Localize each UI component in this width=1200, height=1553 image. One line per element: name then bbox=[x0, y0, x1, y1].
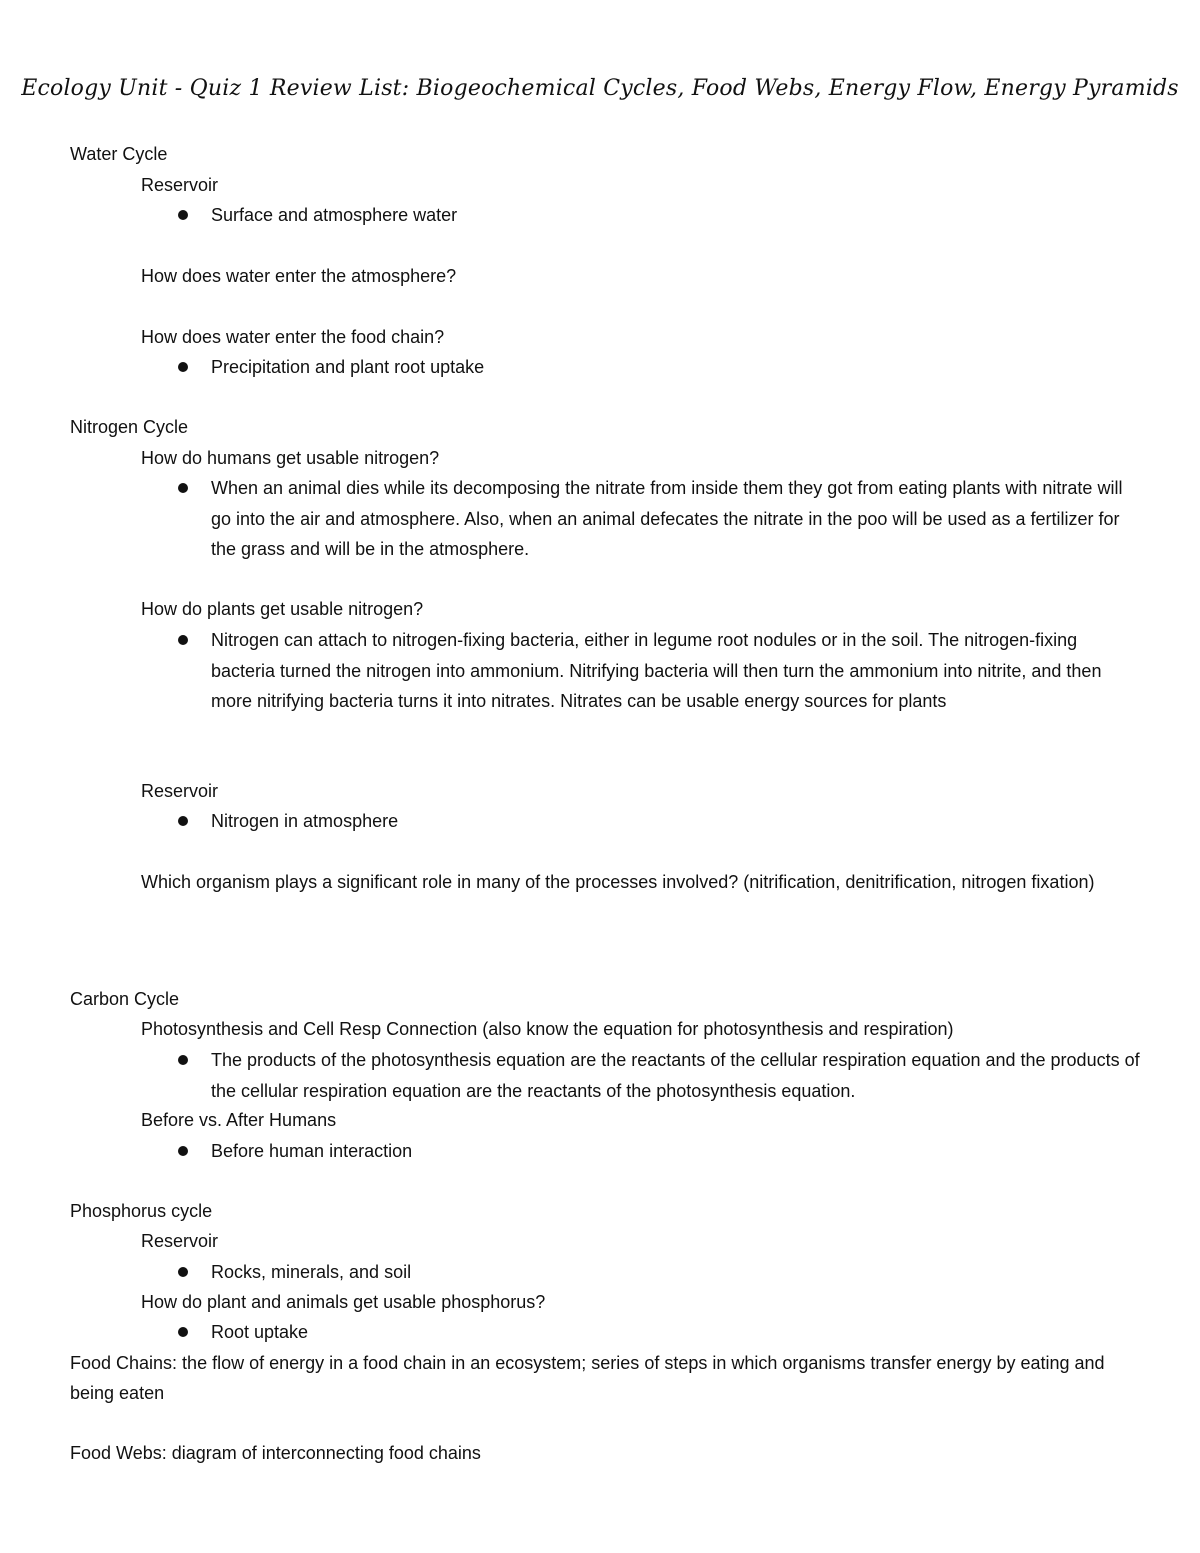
phosphorus-cycle-heading: Phosphorus cycle bbox=[70, 1201, 213, 1221]
bullet-icon bbox=[178, 1327, 188, 1337]
carbon-before-after-label: Before vs. After Humans bbox=[141, 1110, 337, 1130]
nitrogen-reservoir-bullet: Nitrogen in atmosphere bbox=[211, 811, 399, 831]
nitrogen-plants-question: How do plants get usable nitrogen? bbox=[141, 599, 424, 619]
food-webs-definition: Food Webs: diagram of interconnecting food chains bbox=[70, 1443, 481, 1463]
bullet-icon bbox=[178, 483, 188, 493]
food-chains-definition: Food Chains: the flow of energy in a food chain in an ecosystem; series of steps in which organisms transfer energy by eating and being eaten bbox=[70, 1353, 1105, 1403]
water-food-chain-bullet: Precipitation and plant root uptake bbox=[211, 357, 485, 377]
bullet-icon bbox=[178, 635, 188, 645]
phosphorus-reservoir-bullet: Rocks, minerals, and soil bbox=[211, 1262, 412, 1282]
water-food-chain-question: How does water enter the food chain? bbox=[141, 327, 445, 347]
water-atmosphere-question: How does water enter the atmosphere? bbox=[141, 266, 457, 286]
bullet-icon bbox=[178, 210, 188, 220]
phosphorus-usable-question: How do plant and animals get usable phosphorus? bbox=[141, 1292, 546, 1312]
bullet-icon bbox=[178, 1267, 188, 1277]
nitrogen-cycle-heading: Nitrogen Cycle bbox=[70, 417, 189, 437]
nitrogen-plants-bullet: Nitrogen can attach to nitrogen-fixing bacteria, either in legume root nodules or in the soil. The nitrogen-fixing bacteria turned the nitrogen into ammonium. Nitrifying bacteria will then turn the ammonium into nitrite, and then more nitrifying bacteria turns it into nitrates. Nitrates can be usable energy sources for plants bbox=[211, 630, 1102, 711]
carbon-before-bullet: Before human interaction bbox=[211, 1141, 413, 1161]
water-cycle-heading: Water Cycle bbox=[70, 144, 168, 164]
carbon-photosynthesis-label: Photosynthesis and Cell Resp Connection (also know the equation for photosynthesis and respiration) bbox=[141, 1019, 954, 1039]
page-title: Ecology Unit - Quiz 1 Review List: Biogeochemical Cycles, Food Webs, Energy Flow, Energy Pyramids bbox=[21, 76, 1179, 101]
nitrogen-reservoir-label: Reservoir bbox=[141, 781, 219, 801]
bullet-icon bbox=[178, 816, 188, 826]
bullet-icon bbox=[178, 362, 188, 372]
bullet-icon bbox=[178, 1055, 188, 1065]
carbon-cycle-heading: Carbon Cycle bbox=[70, 989, 180, 1009]
phosphorus-usable-bullet: Root uptake bbox=[211, 1322, 309, 1342]
carbon-photosynthesis-bullet: The products of the photosynthesis equation are the reactants of the cellular respiration equation and the products of the cellular respiration equation are the reactants of the photosynthesis equation. bbox=[211, 1050, 1140, 1101]
nitrogen-humans-question: How do humans get usable nitrogen? bbox=[141, 448, 440, 468]
water-reservoir-label: Reservoir bbox=[141, 175, 219, 195]
water-reservoir-bullet: Surface and atmosphere water bbox=[211, 205, 458, 225]
phosphorus-reservoir-label: Reservoir bbox=[141, 1231, 219, 1251]
nitrogen-humans-bullet: When an animal dies while its decomposing the nitrate from inside them they got from eating plants with nitrate will go into the air and atmosphere. Also, when an animal defecates the nitrate in the poo will be used as a fertilizer for the grass and will be in the atmosphere. bbox=[211, 478, 1123, 559]
bullet-icon bbox=[178, 1146, 188, 1156]
nitrogen-organism-question: Which organism plays a significant role in many of the processes involved? (nitrification, denitrification, nitrogen fixation) bbox=[141, 872, 1095, 892]
